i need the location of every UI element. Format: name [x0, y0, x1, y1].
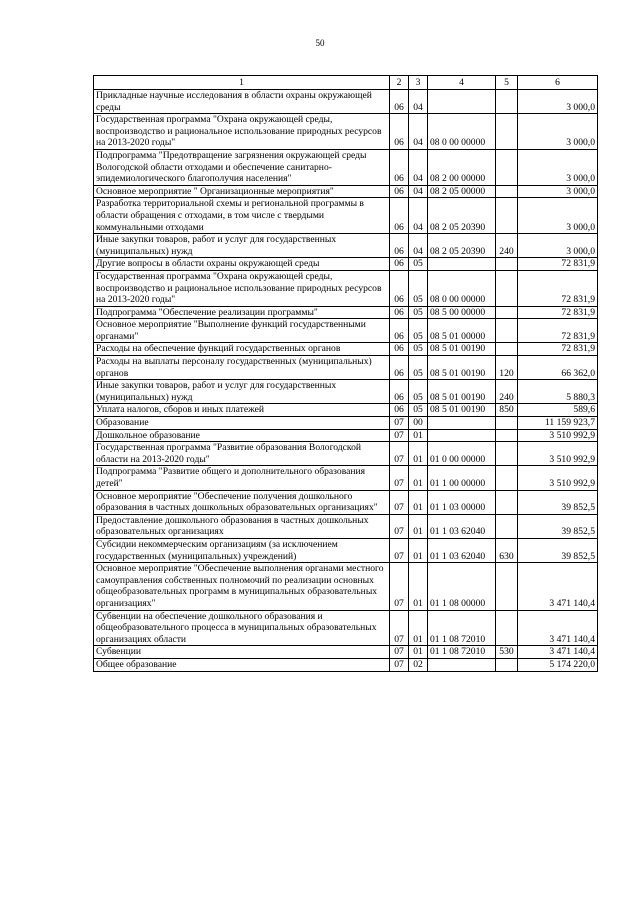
row-expense-type [496, 306, 518, 319]
row-subsection: 04 [409, 90, 428, 114]
row-expense-type [496, 149, 518, 185]
table-row [94, 563, 598, 610]
table-row [94, 319, 598, 343]
row-subsection: 01 [409, 538, 428, 562]
row-section: 06 [390, 343, 409, 356]
row-amount: 3 471 140,4 [518, 646, 598, 659]
row-name: Подпрограмма "Предотвращение загрязнения окружающей среды Вологодской области отходами и обеспечение санитарно-эпидемиологического благополучия населения" [94, 149, 390, 185]
row-amount: 3 510 992,9 [518, 466, 598, 490]
row-target-code: 01 1 08 72010 [428, 646, 496, 659]
row-expense-type [496, 466, 518, 490]
row-target-code: 08 0 00 00000 [428, 114, 496, 150]
row-target-code: 01 1 03 62040 [428, 514, 496, 538]
row-expense-type [496, 114, 518, 150]
row-name: Субсидии некоммерческим организациям (за исключением государственных (муниципальных) учреждений) [94, 538, 390, 562]
row-name: Основное мероприятие "Выполнение функций государственными органами" [94, 319, 390, 343]
row-amount: 72 831,9 [518, 270, 598, 306]
row-expense-type: 240 [496, 380, 518, 404]
row-name: Субвенции [94, 646, 390, 659]
row-section: 06 [390, 114, 409, 150]
row-target-code [428, 658, 496, 671]
row-section: 06 [390, 356, 409, 380]
row-expense-type: 120 [496, 356, 518, 380]
row-section: 06 [390, 234, 409, 258]
row-subsection: 01 [409, 442, 428, 466]
row-section: 06 [390, 404, 409, 417]
row-name: Общее образование [94, 658, 390, 671]
row-amount: 11 159 923,7 [518, 417, 598, 430]
row-name: Прикладные научные исследования в области охраны окружающей среды [94, 90, 390, 114]
row-amount: 3 000,0 [518, 90, 598, 114]
header-col-5: 5 [496, 76, 518, 90]
row-expense-type [496, 185, 518, 198]
row-name: Образование [94, 417, 390, 430]
row-target-code: 08 5 01 00000 [428, 319, 496, 343]
row-amount: 3 000,0 [518, 149, 598, 185]
row-amount: 72 831,9 [518, 319, 598, 343]
row-section: 07 [390, 466, 409, 490]
row-section: 06 [390, 380, 409, 404]
row-target-code: 08 5 00 00000 [428, 306, 496, 319]
row-name: Основное мероприятие "Обеспечение выполнения органами местного самоуправления собственных полномочий по реализации основных общеобразовательных программ в муниципальных образовательных организациях" [94, 563, 390, 610]
row-section: 06 [390, 198, 409, 234]
row-name: Подпрограмма "Развитие общего и дополнительного образования детей" [94, 466, 390, 490]
table-row [94, 538, 598, 562]
row-name: Субвенции на обеспечение дошкольного образования и общеобразовательного процесса в муниципальных образовательных организациях области [94, 610, 390, 646]
row-name: Подпрограмма "Обеспечение реализации программы" [94, 306, 390, 319]
row-name: Иные закупки товаров, работ и услуг для государственных (муниципальных) нужд [94, 234, 390, 258]
row-expense-type [496, 90, 518, 114]
header-col-1: 1 [94, 76, 390, 90]
row-section: 07 [390, 538, 409, 562]
row-section: 06 [390, 306, 409, 319]
row-name: Основное мероприятие " Организационные мероприятия" [94, 185, 390, 198]
row-expense-type [496, 658, 518, 671]
row-target-code: 01 1 03 62040 [428, 538, 496, 562]
row-expense-type [496, 198, 518, 234]
table-row [94, 646, 598, 659]
row-amount: 39 852,5 [518, 514, 598, 538]
row-subsection: 05 [409, 306, 428, 319]
budget-table [93, 75, 598, 672]
row-name: Предоставление дошкольного образования в частных дошкольных образовательных организациях [94, 514, 390, 538]
row-target-code [428, 429, 496, 442]
table-row [94, 380, 598, 404]
row-expense-type: 630 [496, 538, 518, 562]
row-subsection: 01 [409, 610, 428, 646]
row-amount: 72 831,9 [518, 306, 598, 319]
row-amount: 5 174 220,0 [518, 658, 598, 671]
row-section: 06 [390, 185, 409, 198]
row-amount: 3 000,0 [518, 185, 598, 198]
row-subsection: 04 [409, 198, 428, 234]
row-target-code [428, 90, 496, 114]
row-name: Иные закупки товаров, работ и услуг для государственных (муниципальных) нужд [94, 380, 390, 404]
table-row [94, 442, 598, 466]
row-target-code: 01 1 08 00000 [428, 563, 496, 610]
row-subsection: 04 [409, 149, 428, 185]
table-row [94, 490, 598, 514]
row-amount: 5 880,3 [518, 380, 598, 404]
row-subsection: 05 [409, 319, 428, 343]
row-amount: 66 362,0 [518, 356, 598, 380]
row-amount: 3 510 992,9 [518, 429, 598, 442]
row-expense-type [496, 319, 518, 343]
table-row [94, 114, 598, 150]
row-target-code: 08 5 01 00190 [428, 356, 496, 380]
table-row [94, 466, 598, 490]
row-name: Государственная программа "Охрана окружающей среды, воспроизводство и рациональное использование природных ресурсов на 2013-2020 годы" [94, 114, 390, 150]
row-subsection: 05 [409, 258, 428, 271]
row-name: Расходы на выплаты персоналу государственных (муниципальных) органов [94, 356, 390, 380]
header-col-6: 6 [518, 76, 598, 90]
row-expense-type [496, 270, 518, 306]
row-subsection: 05 [409, 404, 428, 417]
table-row [94, 258, 598, 271]
row-section: 07 [390, 514, 409, 538]
row-amount: 3 471 140,4 [518, 610, 598, 646]
table-row [94, 185, 598, 198]
row-amount: 3 471 140,4 [518, 563, 598, 610]
row-expense-type [496, 343, 518, 356]
row-target-code: 08 0 00 00000 [428, 270, 496, 306]
table-row [94, 417, 598, 430]
row-section: 07 [390, 417, 409, 430]
table-row [94, 429, 598, 442]
row-section: 07 [390, 646, 409, 659]
row-expense-type: 850 [496, 404, 518, 417]
row-target-code: 01 1 08 72010 [428, 610, 496, 646]
row-target-code: 08 2 00 00000 [428, 149, 496, 185]
row-section: 07 [390, 442, 409, 466]
row-target-code: 08 5 01 00190 [428, 404, 496, 417]
row-amount: 3 000,0 [518, 198, 598, 234]
table-row [94, 404, 598, 417]
table-row [94, 90, 598, 114]
row-subsection: 04 [409, 114, 428, 150]
header-col-2: 2 [390, 76, 409, 90]
row-expense-type [496, 610, 518, 646]
row-name: Разработка территориальной схемы и региональной программы в области обращения с отходами, в том числе с твердыми коммунальными отходами [94, 198, 390, 234]
row-expense-type [496, 514, 518, 538]
row-target-code: 08 5 01 00190 [428, 343, 496, 356]
row-section: 07 [390, 490, 409, 514]
row-target-code [428, 417, 496, 430]
row-section: 07 [390, 658, 409, 671]
row-subsection: 01 [409, 646, 428, 659]
row-amount: 72 831,9 [518, 343, 598, 356]
row-subsection: 01 [409, 466, 428, 490]
row-name: Государственная программа "Развитие образования Вологодской области на 2013-2020 годы" [94, 442, 390, 466]
row-section: 06 [390, 258, 409, 271]
table-row [94, 270, 598, 306]
row-subsection: 05 [409, 343, 428, 356]
row-name: Основное мероприятие "Обеспечение получения дошкольного образования в частных дошкольных образовательных организациях" [94, 490, 390, 514]
table-row [94, 198, 598, 234]
row-target-code: 08 5 01 00190 [428, 380, 496, 404]
row-target-code: 08 2 05 00000 [428, 185, 496, 198]
row-amount: 3 510 992,9 [518, 442, 598, 466]
table-body [94, 90, 598, 672]
row-subsection: 01 [409, 490, 428, 514]
row-target-code [428, 258, 496, 271]
table-row [94, 306, 598, 319]
row-name: Уплата налогов, сборов и иных платежей [94, 404, 390, 417]
row-expense-type: 530 [496, 646, 518, 659]
row-amount: 72 831,9 [518, 258, 598, 271]
row-section: 07 [390, 429, 409, 442]
row-section: 07 [390, 563, 409, 610]
row-target-code: 01 0 00 00000 [428, 442, 496, 466]
table-row [94, 610, 598, 646]
row-amount: 589,6 [518, 404, 598, 417]
row-name: Расходы на обеспечение функций государственных органов [94, 343, 390, 356]
row-subsection: 01 [409, 514, 428, 538]
row-subsection: 04 [409, 234, 428, 258]
row-amount: 3 000,0 [518, 114, 598, 150]
row-expense-type [496, 417, 518, 430]
row-subsection: 05 [409, 380, 428, 404]
row-expense-type [496, 442, 518, 466]
row-amount: 39 852,5 [518, 490, 598, 514]
row-subsection: 04 [409, 185, 428, 198]
row-section: 06 [390, 270, 409, 306]
table-row [94, 234, 598, 258]
page-number: 50 [315, 38, 325, 48]
header-col-3: 3 [409, 76, 428, 90]
header-col-4: 4 [428, 76, 496, 90]
table-row [94, 514, 598, 538]
table-row [94, 149, 598, 185]
row-section: 06 [390, 319, 409, 343]
row-expense-type [496, 429, 518, 442]
row-target-code: 01 1 03 00000 [428, 490, 496, 514]
table-row [94, 343, 598, 356]
row-expense-type [496, 563, 518, 610]
row-subsection: 01 [409, 429, 428, 442]
row-section: 06 [390, 90, 409, 114]
row-target-code: 01 1 00 00000 [428, 466, 496, 490]
row-subsection: 00 [409, 417, 428, 430]
row-name: Другие вопросы в области охраны окружающей среды [94, 258, 390, 271]
row-subsection: 02 [409, 658, 428, 671]
row-amount: 39 852,5 [518, 538, 598, 562]
row-subsection: 01 [409, 563, 428, 610]
table-header-row [94, 76, 598, 90]
row-expense-type [496, 490, 518, 514]
row-target-code: 08 2 05 20390 [428, 198, 496, 234]
row-amount: 3 000,0 [518, 234, 598, 258]
row-section: 06 [390, 149, 409, 185]
row-expense-type: 240 [496, 234, 518, 258]
table-row [94, 356, 598, 380]
table-row [94, 658, 598, 671]
row-name: Дошкольное образование [94, 429, 390, 442]
row-name: Государственная программа "Охрана окружающей среды, воспроизводство и рациональное использование природных ресурсов на 2013-2020 годы" [94, 270, 390, 306]
row-section: 07 [390, 610, 409, 646]
row-subsection: 05 [409, 270, 428, 306]
row-target-code: 08 2 05 20390 [428, 234, 496, 258]
row-subsection: 05 [409, 356, 428, 380]
row-expense-type [496, 258, 518, 271]
